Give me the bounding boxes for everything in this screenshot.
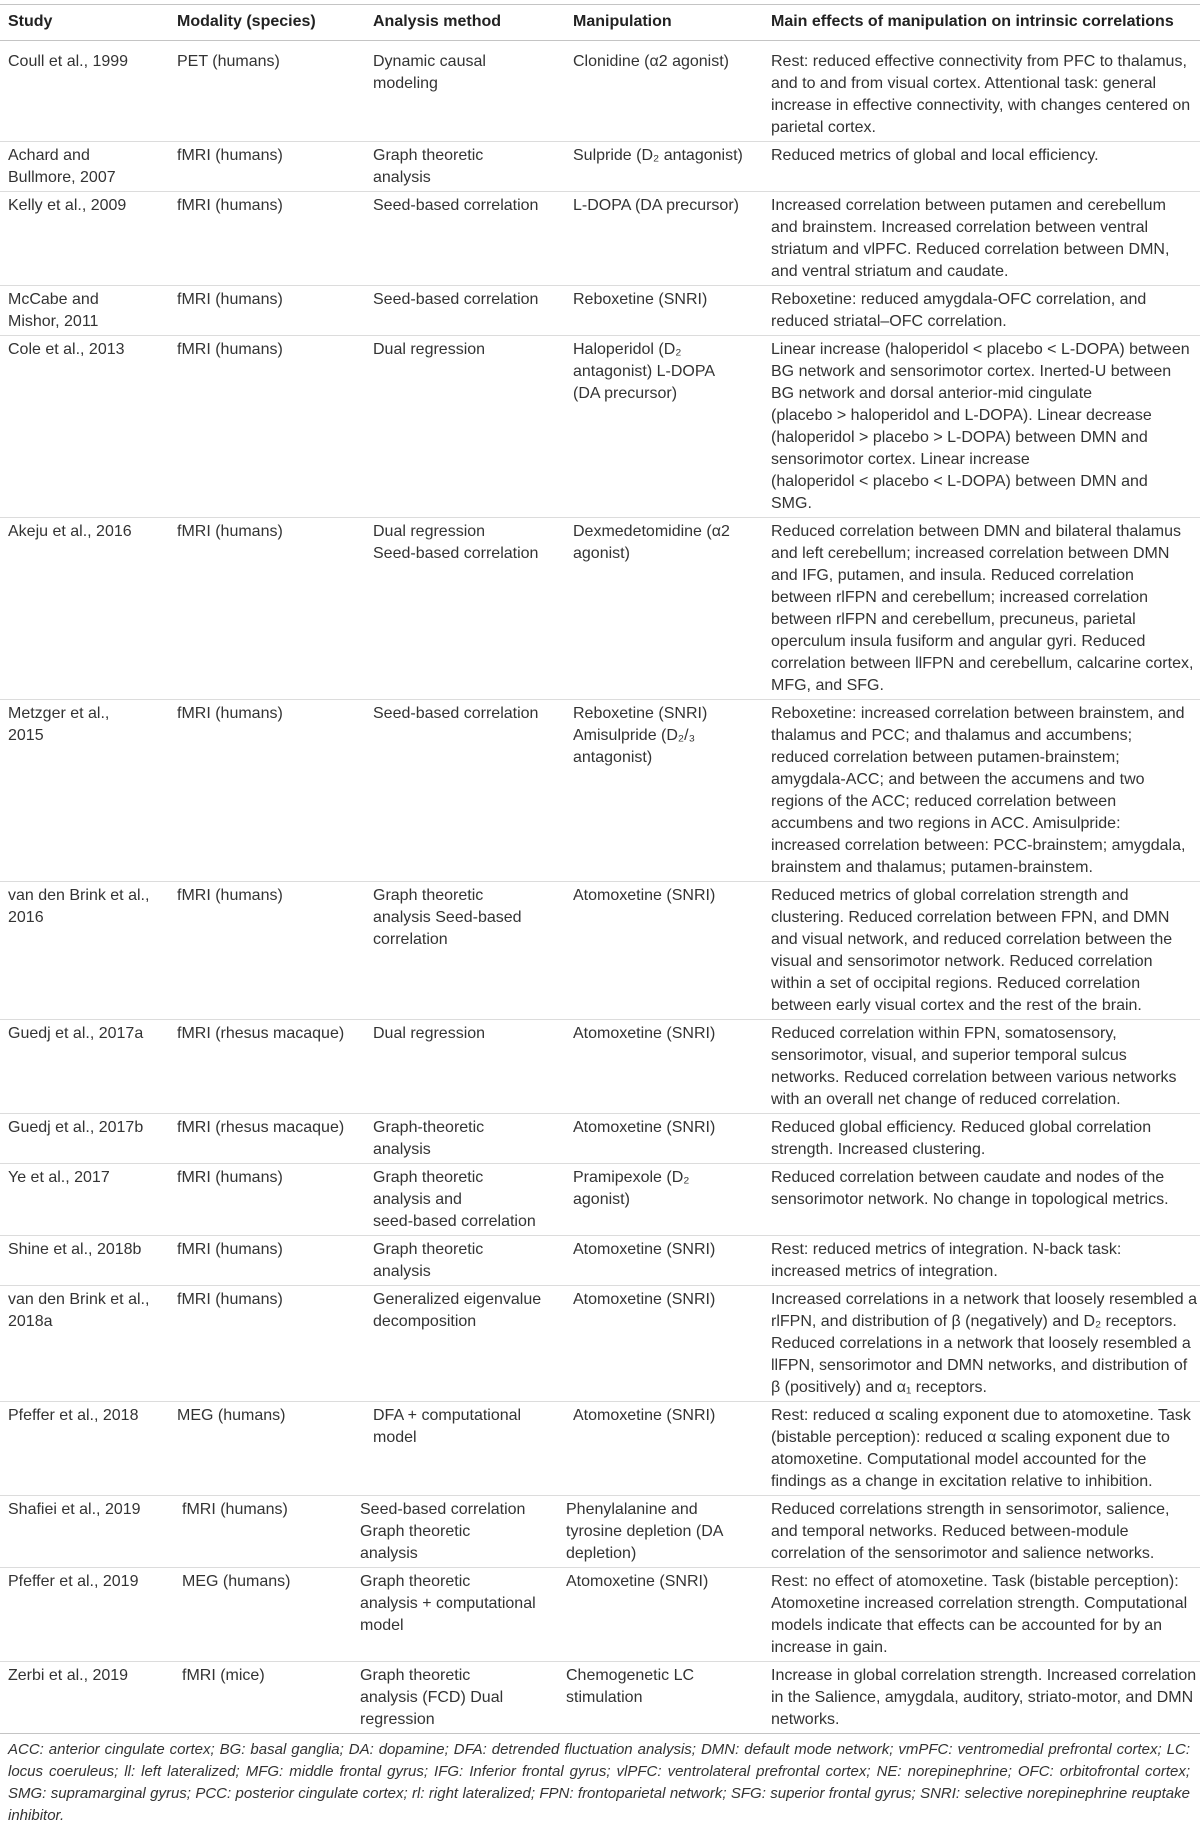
table-body: [0, 41, 1200, 1734]
cell-modality: fMRI (humans): [177, 1291, 283, 1308]
cell-manipulation: Atomoxetine (SNRI): [573, 887, 716, 904]
cell-study: Coull et al., 1999: [8, 53, 129, 70]
cell-modality: fMRI (mice): [182, 1667, 265, 1684]
cell-modality: fMRI (humans): [177, 1169, 283, 1186]
cell-manipulation: Haloperidol (D₂ antagonist) L-DOPA (DA precursor): [573, 341, 715, 402]
table-row: [0, 192, 1200, 286]
cell-manipulation: Dexmedetomidine (α2 agonist): [573, 523, 730, 562]
cell-modality: MEG (humans): [182, 1573, 291, 1590]
cell-analysis: Seed-based correlation: [373, 197, 539, 214]
cell-modality: MEG (humans): [177, 1407, 286, 1424]
cell-modality: fMRI (humans): [182, 1501, 288, 1518]
cell-manipulation: Sulpride (D₂ antagonist): [573, 147, 743, 164]
cell-modality: fMRI (humans): [177, 341, 283, 358]
cell-analysis: Graph theoretic analysis Seed-based correlation: [373, 887, 522, 948]
cell-manipulation: Atomoxetine (SNRI): [573, 1025, 716, 1042]
cell-modality: fMRI (rhesus macaque): [177, 1119, 345, 1136]
cell-analysis: Dual regression: [373, 1025, 486, 1042]
cell-manipulation: Clonidine (α2 agonist): [573, 53, 729, 70]
table-row: [0, 1402, 1200, 1496]
table-row: [0, 1020, 1200, 1114]
cell-effects: Reduced correlation between DMN and bilateral thalamus and left cerebellum; increased correlation between DMN and IFG, putamen, and insula. Reduced correlation between rlFPN and cerebellum; increased correlation between rlFPN and cerebellum, precuneus, parietal operculum insula fusiform and angular gyri. Reduced correlation between llFPN and cerebellum, calcarine cortex, MFG, and SFG.: [771, 523, 1194, 694]
table-row: [0, 41, 1200, 142]
cell-analysis: Graph-theoretic analysis: [373, 1119, 485, 1158]
cell-effects: Rest: reduced effective connectivity from PFC to thalamus, and to and from visual cortex. Attentional task: general increase in effective connectivity, with changes centered on parietal cortex.: [771, 53, 1191, 136]
header-study: Study: [8, 13, 53, 30]
cell-analysis: Dynamic causal modeling: [373, 53, 486, 92]
table-row: [0, 1662, 1200, 1734]
cell-study: Pfeffer et al., 2019: [8, 1573, 139, 1590]
cell-study: Cole et al., 2013: [8, 341, 125, 358]
cell-modality: fMRI (humans): [177, 197, 283, 214]
cell-manipulation: Phenylalanine and tyrosine depletion (DA depletion): [566, 1501, 724, 1562]
cell-effects: Reduced metrics of global and local efficiency.: [771, 147, 1099, 164]
cell-manipulation: Chemogenetic LC stimulation: [566, 1667, 695, 1706]
table-row: [0, 518, 1200, 700]
cell-modality: fMRI (humans): [177, 523, 283, 540]
cell-modality: fMRI (humans): [177, 147, 283, 164]
table-row: [0, 142, 1200, 192]
table-row: [0, 1164, 1200, 1236]
cell-effects: Reduced global efficiency. Reduced global correlation strength. Increased clustering.: [771, 1119, 1152, 1158]
header-modality: Modality (species): [177, 13, 316, 30]
cell-analysis: Graph theoretic analysis (FCD) Dual regression: [360, 1667, 504, 1728]
cell-analysis: Graph theoretic analysis: [373, 147, 484, 186]
table-row: [0, 882, 1200, 1020]
cell-effects: Increased correlation between putamen and cerebellum and brainstem. Increased correlation between ventral striatum and vlPFC. Reduced correlation between DMN, and ventral striatum and caudate.: [771, 197, 1170, 280]
table-row: [0, 1114, 1200, 1164]
cell-effects: Reduced correlation between caudate and nodes of the sensorimotor network. No change in topological metrics.: [771, 1169, 1169, 1208]
cell-study: Zerbi et al., 2019: [8, 1667, 129, 1684]
cell-effects: Increase in global correlation strength. Increased correlation in the Salience, amygdala, auditory, striato-motor, and DMN networks.: [771, 1667, 1197, 1728]
header-manipulation: Manipulation: [573, 13, 672, 30]
header-main-effects: Main effects of manipulation on intrinsic correlations: [771, 13, 1174, 30]
cell-manipulation: Atomoxetine (SNRI): [573, 1407, 716, 1424]
cell-effects: Rest: reduced metrics of integration. N-back task: increased metrics of integration.: [771, 1241, 1122, 1280]
cell-study: Guedj et al., 2017a: [8, 1025, 144, 1042]
table-footnote: ACC: anterior cingulate cortex; BG: basal ganglia; DA: dopamine; DFA: detrended fluctuation analysis; DMN: default mode network; vmPFC: ventromedial prefrontal cortex; LC: locus coeruleus; ll: left lateralized; MFG: middle frontal gyrus; IFG: Inferior frontal gyrus; vlPFC: ventrolateral prefrontal cortex; NE: norepinephrine; OFC: orbitofrontal cortex; SMG: supramarginal gyrus; PCC: posterior cingulate cortex; rl: right lateralized; FPN: frontoparietal network; SFG: superior frontal gyrus; SNRI: selective norepinephrine reuptake inhibitor.: [8, 1741, 1190, 1824]
table-row: [0, 336, 1200, 518]
cell-modality: fMRI (humans): [177, 887, 283, 904]
cell-study: Kelly et al., 2009: [8, 197, 127, 214]
cell-modality: PET (humans): [177, 53, 280, 70]
cell-study: Pfeffer et al., 2018: [8, 1407, 139, 1424]
cell-manipulation: Reboxetine (SNRI) Amisulpride (D₂/₃ antagonist): [573, 705, 708, 766]
cell-study: van den Brink et al., 2016: [8, 887, 150, 926]
table-header-row: [0, 4, 1200, 41]
cell-effects: Increased correlations in a network that loosely resembled a rlFPN, and distribution of β (negatively) and D₂ receptors. Reduced correlations in a network that loosely resembled a llFPN, sensorimotor and DMN networks, and distribution of β (positively) and α₁ receptors.: [771, 1291, 1197, 1396]
cell-manipulation: Pramipexole (D₂ agonist): [573, 1169, 690, 1208]
cell-analysis: Graph theoretic analysis + computational model: [360, 1573, 536, 1634]
cell-study: McCabe and Mishor, 2011: [8, 291, 99, 330]
cell-analysis: Graph theoretic analysis: [373, 1241, 484, 1280]
cell-effects: Reduced correlation within FPN, somatosensory, sensorimotor, visual, and superior temporal sulcus networks. Reduced correlation between various networks with an overall net change of reduced correlation.: [771, 1025, 1177, 1108]
cell-analysis: Seed-based correlation: [373, 705, 539, 722]
table-row: [0, 1496, 1200, 1568]
cell-effects: Reboxetine: increased correlation between brainstem, and thalamus and PCC; and thalamus and accumbens; reduced correlation between putamen-brainstem; amygdala-ACC; and between the accumens and two regions of the ACC; reduced correlation between accumbens and two regions in ACC. Amisulpride: increased correlation between: PCC-brainstem; amygdala, brainstem and thalamus; putamen-brainstem.: [771, 705, 1186, 876]
table-row: [0, 700, 1200, 882]
cell-manipulation: Atomoxetine (SNRI): [573, 1291, 716, 1308]
cell-effects: Linear increase (haloperidol < placebo < L-DOPA) between BG network and sensorimotor cortex. Inerted-U between BG network and dorsal anterior-mid cingulate (placebo > haloperidol and L-DOPA). Linear decrease (haloperidol > placebo > L-DOPA) between DMN and sensorimotor cortex. Linear increase (haloperidol < placebo < L-DOPA) between DMN and SMG.: [771, 341, 1190, 512]
table-row: [0, 1286, 1200, 1402]
cell-study: Metzger et al., 2015: [8, 705, 110, 744]
cell-effects: Reduced metrics of global correlation strength and clustering. Reduced correlation between FPN, and DMN and visual network, and reduced correlation between the visual and sensorimotor network. Reduced correlation within a set of occipital regions. Reduced correlation between early visual cortex and the rest of the brain.: [771, 887, 1173, 1014]
cell-effects: Reduced correlations strength in sensorimotor, salience, and temporal networks. Reduced between-module correlation of the sensorimotor and salience networks.: [771, 1501, 1170, 1562]
cell-analysis: Graph theoretic analysis and seed-based correlation: [373, 1169, 536, 1230]
cell-analysis: Dual regression Seed-based correlation: [373, 523, 539, 562]
table-row: [0, 1236, 1200, 1286]
cell-study: van den Brink et al., 2018a: [8, 1291, 150, 1330]
cell-manipulation: Atomoxetine (SNRI): [566, 1573, 709, 1590]
cell-study: Shine et al., 2018b: [8, 1241, 142, 1258]
cell-effects: Rest: reduced α scaling exponent due to atomoxetine. Task (bistable perception): reduced α scaling exponent due to atomoxetine. Computational model accounted for the findings as a change in excitation relative to inhibition.: [771, 1407, 1191, 1490]
cell-manipulation: Reboxetine (SNRI): [573, 291, 708, 308]
cell-modality: fMRI (humans): [177, 291, 283, 308]
cell-effects: Reboxetine: reduced amygdala-OFC correlation, and reduced striatal–OFC correlation.: [771, 291, 1147, 330]
cell-manipulation: L-DOPA (DA precursor): [573, 197, 739, 214]
header-analysis-method: Analysis method: [373, 13, 502, 30]
cell-study: Achard and Bullmore, 2007: [8, 147, 116, 186]
cell-analysis: DFA + computational model: [373, 1407, 522, 1446]
cell-modality: fMRI (rhesus macaque): [177, 1025, 345, 1042]
cell-analysis: Seed-based correlation: [373, 291, 539, 308]
cell-study: Akeju et al., 2016: [8, 523, 132, 540]
cell-analysis: Seed-based correlation Graph theoretic analysis: [360, 1501, 526, 1562]
cell-analysis: Generalized eigenvalue decomposition: [373, 1291, 542, 1330]
table-row: [0, 1568, 1200, 1662]
cell-effects: Rest: no effect of atomoxetine. Task (bistable perception): Atomoxetine increased correlation strength. Computational models indicate that effects can be accounted for by an increase in gain.: [771, 1573, 1188, 1656]
cell-study: Shafiei et al., 2019: [8, 1501, 141, 1518]
cell-manipulation: Atomoxetine (SNRI): [573, 1241, 716, 1258]
cell-modality: fMRI (humans): [177, 705, 283, 722]
cell-study: Ye et al., 2017: [8, 1169, 110, 1186]
cell-analysis: Dual regression: [373, 341, 486, 358]
cell-study: Guedj et al., 2017b: [8, 1119, 144, 1136]
cell-manipulation: Atomoxetine (SNRI): [573, 1119, 716, 1136]
cell-modality: fMRI (humans): [177, 1241, 283, 1258]
table-row: [0, 286, 1200, 336]
